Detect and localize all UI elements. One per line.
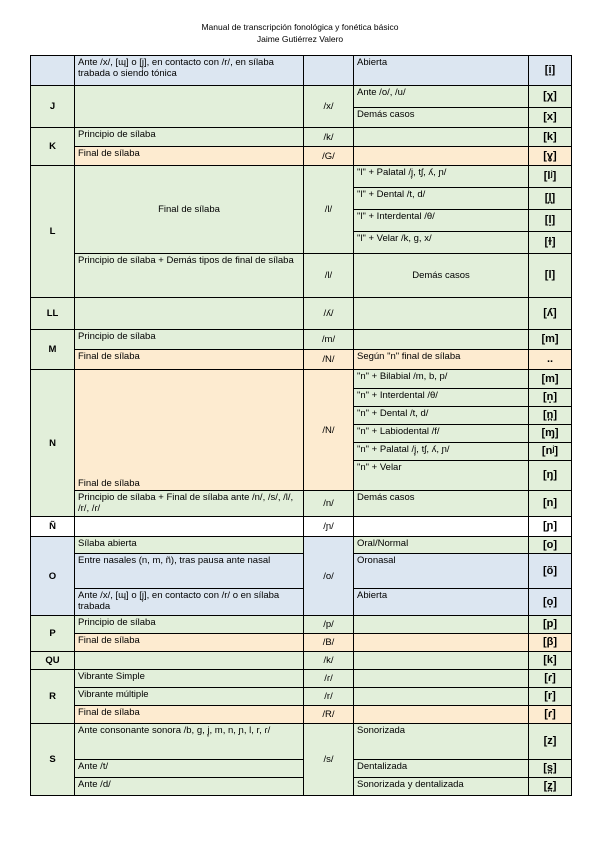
table-cell: /k/ [304, 652, 354, 670]
table-cell: /N/ [304, 370, 354, 491]
table-cell: "l" + Interdental /θ/ [354, 210, 529, 232]
table-cell: [n] [529, 491, 572, 517]
table-cell: Ante /x/, [ɰ] o [j̞], en contacto con /r/, en sílaba trabada o siendo tónica [75, 56, 304, 86]
table-row [31, 589, 572, 616]
table-cell: [ɾ] [529, 706, 572, 724]
table-cell: Ante /t/ [75, 760, 304, 778]
table-cell [354, 517, 529, 537]
table-cell: L [31, 166, 75, 298]
table-cell: Ante /x/, [ɰ] o [j̞], en contacto con /r/ o en sílaba trabada [75, 589, 304, 616]
table-row [31, 652, 572, 670]
table-body [31, 56, 572, 796]
table-row [31, 670, 572, 688]
table-cell: P [31, 616, 75, 652]
table-row [31, 330, 572, 350]
table-row [31, 760, 572, 778]
table-cell: /l/ [304, 166, 354, 254]
table-cell: Entre nasales (n, m, ñ), tras pausa ante nasal [75, 554, 304, 589]
table-row [31, 370, 572, 389]
table-cell: [ɣ] [529, 147, 572, 166]
table-cell [354, 298, 529, 330]
table-row [31, 724, 572, 760]
table-cell: Demás casos [354, 108, 529, 128]
table-cell: Vibrante múltiple [75, 688, 304, 706]
table-cell: .. [529, 350, 572, 370]
table-cell: [ʎ] [529, 298, 572, 330]
table-cell: [ɾ] [529, 670, 572, 688]
table-cell: Principio de sílaba [75, 128, 304, 147]
table-cell: Demás casos [354, 491, 529, 517]
table-cell [354, 128, 529, 147]
table-cell: Final de sílaba [75, 166, 304, 254]
table-cell: "l" + Dental /t, d/ [354, 188, 529, 210]
table-row [31, 706, 572, 724]
table-cell [75, 517, 304, 537]
table-cell: [n̟] [529, 389, 572, 407]
table-row [31, 688, 572, 706]
table-cell: Final de sílaba [75, 706, 304, 724]
table-row [31, 491, 572, 517]
table-cell [354, 616, 529, 634]
table-cell: Principio de sílaba + Demás tipos de final de sílaba [75, 254, 304, 298]
table-row [31, 254, 572, 298]
table-cell: Final de sílaba [75, 370, 304, 491]
table-cell: Sonorizada y dentalizada [354, 778, 529, 796]
table-row [31, 86, 572, 108]
table-cell: Ñ [31, 517, 75, 537]
table-cell: "n" + Interdental /θ/ [354, 389, 529, 407]
table-cell: [β] [529, 634, 572, 652]
table-cell: /n/ [304, 491, 354, 517]
table-row [31, 298, 572, 330]
table-cell: "n" + Palatal /j̞, tʃ, ʎ, ɲ/ [354, 443, 529, 461]
table-cell: "n" + Bilabial /m, b, p/ [354, 370, 529, 389]
table-cell [75, 652, 304, 670]
table-cell: [l̪] [529, 188, 572, 210]
table-cell: [s̪] [529, 760, 572, 778]
table-cell: Demás casos [354, 254, 529, 298]
table-cell [354, 670, 529, 688]
table-cell: Final de sílaba [75, 147, 304, 166]
table-cell: Oronasal [354, 554, 529, 589]
table-cell [354, 330, 529, 350]
table-cell: [ɱ] [529, 425, 572, 443]
table-row [31, 634, 572, 652]
table-cell: O [31, 537, 75, 616]
table-cell: /p/ [304, 616, 354, 634]
table-cell: K [31, 128, 75, 166]
table-cell: Ante consonante sonora /b, g, j̞, m, n, ɲ, l, r, ɾ/ [75, 724, 304, 760]
table-cell: Ante /d/ [75, 778, 304, 796]
table-cell: [z] [529, 724, 572, 760]
table-cell: Según "n" final de sílaba [354, 350, 529, 370]
table-cell [31, 56, 75, 86]
table-cell: [o̞] [529, 589, 572, 616]
table-cell [354, 652, 529, 670]
table-cell [75, 298, 304, 330]
table-cell: [k] [529, 128, 572, 147]
table-row [31, 166, 572, 188]
table-row [31, 537, 572, 554]
table-cell: "n" + Labiodental /f/ [354, 425, 529, 443]
table-cell: S [31, 724, 75, 796]
table-cell: [l] [529, 254, 572, 298]
table-cell: [l̟] [529, 210, 572, 232]
table-cell: [p] [529, 616, 572, 634]
table-cell: [o] [529, 537, 572, 554]
table-cell: /m/ [304, 330, 354, 350]
table-cell: /ʎ/ [304, 298, 354, 330]
table-cell: LL [31, 298, 75, 330]
table-cell: M [31, 330, 75, 370]
table-cell: [k] [529, 652, 572, 670]
table-cell: "n" + Velar [354, 461, 529, 491]
table-cell: [ŋ] [529, 461, 572, 491]
table-row [31, 778, 572, 796]
table-cell: [ɫ] [529, 232, 572, 254]
table-cell [354, 634, 529, 652]
table-cell [354, 706, 529, 724]
table-cell: R [31, 670, 75, 724]
table-row [31, 616, 572, 634]
table-cell: [z̪] [529, 778, 572, 796]
table-cell: Sílaba abierta [75, 537, 304, 554]
table-cell: /G/ [304, 147, 354, 166]
table-cell: [õ] [529, 554, 572, 589]
table-cell: Oral/Normal [354, 537, 529, 554]
table-cell: Principio de sílaba + Final de sílaba ante /n/, /s/, /l/, /r/, /ɾ/ [75, 491, 304, 517]
table-cell: [m] [529, 330, 572, 350]
table-row [31, 350, 572, 370]
table-cell: [χ] [529, 86, 572, 108]
table-cell: /N/ [304, 350, 354, 370]
table-cell: QU [31, 652, 75, 670]
table-cell: /ɲ/ [304, 517, 354, 537]
table-cell: [nʲ] [529, 443, 572, 461]
table-cell [75, 86, 304, 128]
table-cell: J [31, 86, 75, 128]
table-cell: "l" + Palatal /j̞, tʃ, ʎ, ɲ/ [354, 166, 529, 188]
table-cell: N [31, 370, 75, 517]
table-cell: /B/ [304, 634, 354, 652]
transcription-table [30, 55, 572, 796]
table-cell: Principio de sílaba [75, 330, 304, 350]
table-cell: Sonorizada [354, 724, 529, 760]
table-cell: /x/ [304, 86, 354, 128]
table-row [31, 128, 572, 147]
table-cell: "l" + Velar /k, g, x/ [354, 232, 529, 254]
table-row [31, 147, 572, 166]
table-cell: [x] [529, 108, 572, 128]
table-cell: /ɾ/ [304, 670, 354, 688]
table-cell: Ante /o/, /u/ [354, 86, 529, 108]
table-cell: /o/ [304, 537, 354, 616]
table-cell: /R/ [304, 706, 354, 724]
table-cell: /r/ [304, 688, 354, 706]
table-cell: [i̞] [529, 56, 572, 86]
table-cell: "n" + Dental /t, d/ [354, 407, 529, 425]
table-cell: [lʲ] [529, 166, 572, 188]
table-cell: Vibrante Simple [75, 670, 304, 688]
table-cell: [ɲ] [529, 517, 572, 537]
table-cell: [m] [529, 370, 572, 389]
table-cell: Abierta [354, 56, 529, 86]
table-row [31, 517, 572, 537]
table-cell [304, 56, 354, 86]
table-cell [354, 147, 529, 166]
table-cell: /l/ [304, 254, 354, 298]
table-row [31, 56, 572, 86]
table-row [31, 554, 572, 589]
table-cell [354, 688, 529, 706]
table-cell: Principio de sílaba [75, 616, 304, 634]
table-cell: Final de sílaba [75, 350, 304, 370]
table-cell: Final de sílaba [75, 634, 304, 652]
table-cell: /s/ [304, 724, 354, 796]
table-cell: [n̪] [529, 407, 572, 425]
table-cell: [r] [529, 688, 572, 706]
document-title: Manual de transcripción fonológica y fonética básico [201, 22, 399, 32]
table-cell: /k/ [304, 128, 354, 147]
table-cell: Dentalizada [354, 760, 529, 778]
table-cell: Abierta [354, 589, 529, 616]
document-author: Jaime Gutiérrez Valero [256, 34, 344, 44]
